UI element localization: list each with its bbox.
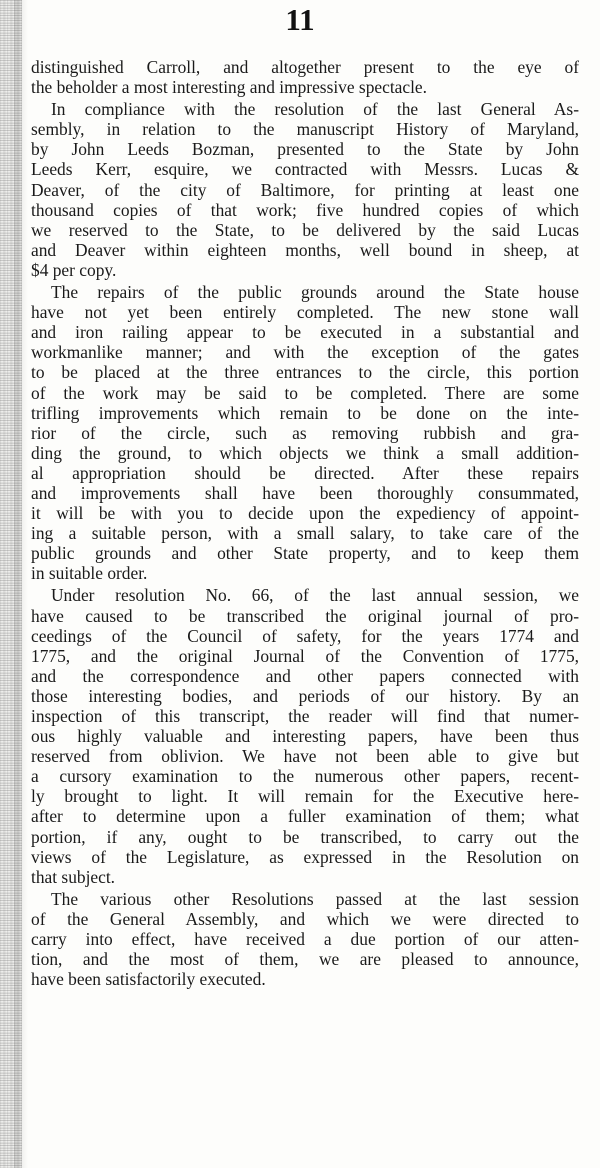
- page-number: 11: [285, 2, 315, 37]
- text-line: al appropriation should be directed. After these repairs: [31, 462, 579, 483]
- text-line: the beholder a most interesting and impressive spectacle.: [31, 77, 427, 98]
- text-line: distinguished Carroll, and altogether present to the eye of: [31, 57, 579, 77]
- text-line: trifling improvements which remain to be done on the inte-: [31, 402, 579, 423]
- text-line: portion, if any, ought to be transcribed, to carry out the: [31, 826, 579, 847]
- text-line: of the General Assembly, and which we were directed to: [31, 908, 579, 929]
- text-line: have caused to be transcribed the original journal of pro-: [31, 605, 579, 626]
- binding-shadow: [14, 0, 28, 1168]
- text-line: reserved from oblivion. We have not been able to give but: [31, 746, 579, 767]
- text-line: Under resolution No. 66, of the last annual session, we: [51, 585, 579, 606]
- text-line: inspection of this transcript, the reader will find that numer-: [31, 706, 579, 726]
- text-line: ing a suitable person, with a small salary, to take care of the: [31, 523, 579, 544]
- text-line: The repairs of the public grounds around the State house: [51, 282, 579, 303]
- text-line: after to determine upon a fuller examination of them; what: [31, 806, 579, 827]
- text-line: we reserved to the State, to be delivered by the said Lucas: [31, 219, 579, 240]
- text-line: 1775, and the original Journal of the Convention of 1775,: [31, 645, 579, 666]
- text-line: public grounds and other State property, and to keep them: [31, 543, 579, 564]
- text-line: In compliance with the resolution of the last General As-: [51, 99, 579, 120]
- text-line: by John Leeds Bozman, presented to the State by John: [31, 139, 579, 160]
- text-line: in suitable order.: [31, 563, 148, 584]
- text-line: that subject.: [31, 866, 116, 887]
- text-line: The various other Resolutions passed at the last session: [51, 888, 579, 909]
- text-line: ous highly valuable and interesting papers, have been thus: [31, 726, 579, 747]
- text-line: and iron railing appear to be executed in a substantial and: [31, 322, 579, 343]
- text-line: a cursory examination to the numerous other papers, recent-: [31, 766, 579, 787]
- text-line: rior of the circle, such as removing rubbish and gra-: [31, 422, 579, 443]
- text-line: sembly, in relation to the manuscript History of Maryland,: [31, 119, 579, 140]
- text-line: tion, and the most of them, we are pleased to announce,: [31, 949, 579, 970]
- text-line: Deaver, of the city of Baltimore, for printing at least one: [31, 179, 579, 200]
- text-line: ly brought to light. It will remain for the Executive here-: [31, 786, 579, 807]
- text-line: Leeds Kerr, esquire, we contracted with Messrs. Lucas &: [31, 159, 579, 180]
- text-line: ding the ground, to which objects we think a small addition-: [31, 442, 579, 463]
- text-line: and the correspondence and other papers connected with: [31, 665, 579, 686]
- text-line: those interesting bodies, and periods of our history. By an: [31, 685, 579, 706]
- text-line: have been satisfactorily executed.: [31, 969, 266, 990]
- body-text: [31, 57, 579, 989]
- text-line: thousand copies of that work; five hundred copies of which: [31, 199, 579, 220]
- text-line: to be placed at the three entrances to the circle, this portion: [31, 362, 579, 383]
- paragraph: [31, 889, 579, 989]
- paragraph: [31, 282, 579, 583]
- text-line: of the work may be said to be completed. There are some: [31, 382, 579, 403]
- text-line: $4 per copy.: [31, 259, 117, 280]
- text-line: and Deaver within eighteen months, well bound in sheep, at: [31, 239, 579, 260]
- paragraph: [31, 585, 579, 886]
- paragraph: [31, 57, 579, 97]
- text-line: it will be with you to decide upon the expediency of appoint-: [31, 503, 579, 524]
- text-line: ceedings of the Council of safety, for the years 1774 and: [31, 625, 579, 646]
- text-line: have not yet been entirely completed. The new stone wall: [31, 302, 579, 323]
- text-line: views of the Legislature, as expressed in the Resolution on: [31, 846, 579, 867]
- text-line: workmanlike manner; and with the exception of the gates: [31, 342, 579, 363]
- text-line: and improvements shall have been thoroughly consummated,: [31, 482, 579, 503]
- text-line: carry into effect, have received a due portion of our atten-: [31, 929, 579, 950]
- paragraph: [31, 99, 579, 280]
